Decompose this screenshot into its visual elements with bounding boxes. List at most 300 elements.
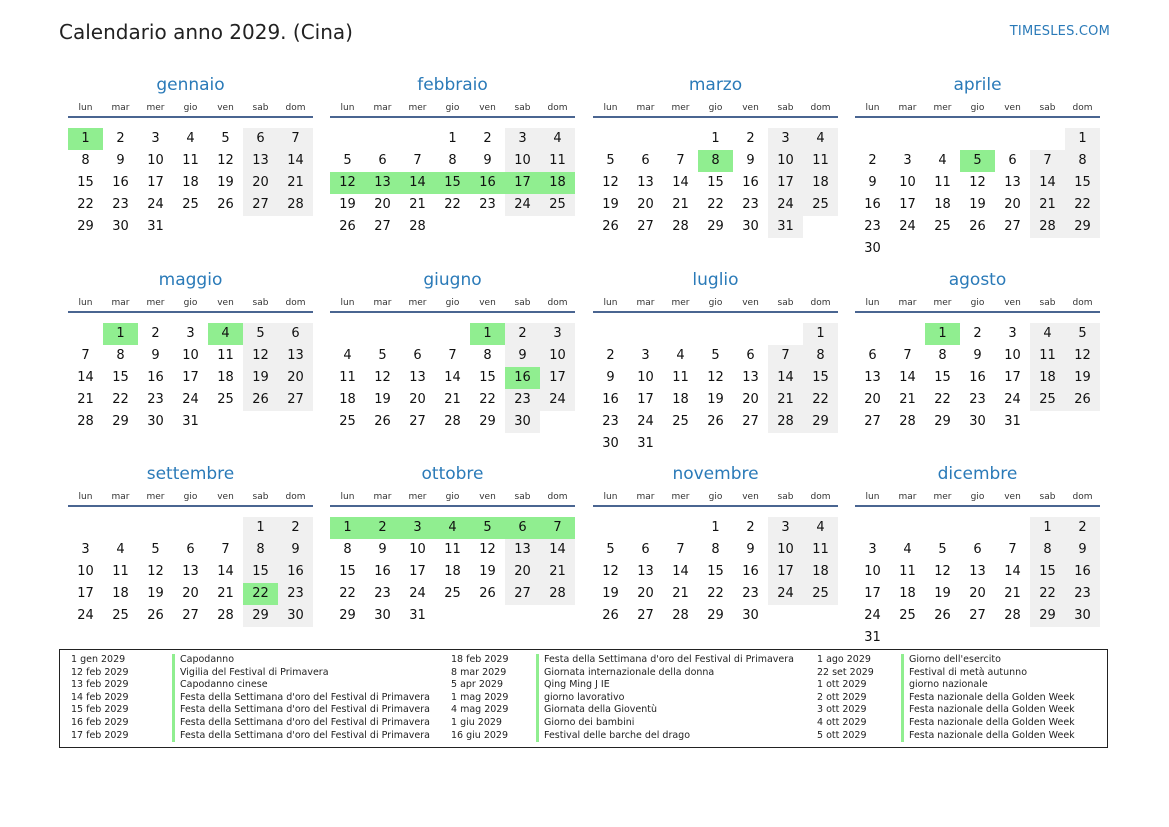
weekday-label: mar	[111, 103, 130, 113]
calendar-day: 16	[112, 175, 129, 190]
calendar-day: 19	[479, 564, 496, 579]
calendar-day: 21	[540, 561, 575, 583]
calendar-day: 17	[864, 586, 881, 601]
calendar-day: 20	[182, 586, 199, 601]
calendar-day: 12	[217, 153, 234, 168]
calendar-day: 15	[1065, 172, 1100, 194]
calendar-day: 4	[676, 348, 685, 363]
calendar-day: 19	[374, 392, 391, 407]
calendar-day: 8	[448, 153, 457, 168]
weekday-label: sab	[777, 492, 794, 502]
calendar-day: 18	[182, 175, 199, 190]
weekday-label: mer	[933, 492, 952, 502]
holiday-day: 17	[505, 172, 540, 194]
calendar-day: 19	[707, 392, 724, 407]
calendar-day: 16	[1065, 561, 1100, 583]
calendar-day: 11	[112, 564, 129, 579]
weekday-header	[593, 298, 838, 308]
calendar-day: 10	[409, 542, 426, 557]
calendar-day: 14	[1030, 172, 1065, 194]
legend-date: 1 ago 2029	[817, 654, 871, 665]
weekday-label: gio	[445, 298, 460, 308]
calendar-day: 30	[147, 414, 164, 429]
calendar-day: 27	[637, 219, 654, 234]
calendar-day: 13	[864, 370, 881, 385]
calendar-day: 26	[479, 586, 496, 601]
calendar-day: 16	[374, 564, 391, 579]
weekday-label: sab	[514, 492, 531, 502]
calendar-day: 16	[742, 175, 759, 190]
calendar-day: 9	[278, 539, 313, 561]
legend-date: 1 mag 2029	[451, 691, 509, 703]
calendar-day: 5	[243, 323, 278, 345]
calendar-day: 31	[864, 630, 881, 645]
calendar-day: 26	[374, 414, 391, 429]
calendar-day: 10	[505, 150, 540, 172]
calendar-day: 2	[973, 326, 982, 341]
legend-holiday-name: Vigilia del Festival di Primavera	[172, 667, 329, 680]
calendar-day: 4	[1030, 323, 1065, 345]
calendar-day: 13	[1004, 175, 1021, 190]
calendar-day: 3	[903, 153, 912, 168]
calendar-day: 29	[1065, 216, 1100, 238]
calendar-day: 15	[112, 370, 129, 385]
calendar-day: 3	[868, 542, 877, 557]
calendar-day: 10	[768, 150, 803, 172]
calendar-day: 18	[672, 392, 689, 407]
weekday-label: dom	[1072, 298, 1093, 308]
calendar-day: 23	[112, 197, 129, 212]
holiday-day: 8	[698, 150, 733, 172]
calendar-day: 20	[1004, 197, 1021, 212]
calendar-day: 6	[278, 323, 313, 345]
weekday-label: lun	[340, 298, 355, 308]
calendar-day: 15	[707, 564, 724, 579]
holiday-day: 14	[400, 172, 435, 194]
calendar-day: 12	[602, 564, 619, 579]
weekday-label: dom	[285, 103, 306, 113]
calendar-day: 25	[899, 608, 916, 623]
month-divider	[593, 505, 838, 507]
calendar-day: 2	[746, 520, 755, 535]
site-link[interactable]: TIMESLES.COM	[1009, 24, 1110, 39]
calendar-day: 18	[803, 172, 838, 194]
calendar-day: 2	[606, 348, 615, 363]
weekday-label: lun	[603, 492, 618, 502]
weekday-label: sab	[252, 492, 269, 502]
calendar-day: 5	[606, 542, 615, 557]
calendar-day: 18	[1030, 367, 1065, 389]
holiday-day: 1	[470, 323, 505, 345]
calendar-day: 9	[483, 153, 492, 168]
calendar-day: 11	[217, 348, 234, 363]
calendar-day: 20	[409, 392, 426, 407]
calendar-day: 28	[278, 194, 313, 216]
calendar-day: 16	[147, 370, 164, 385]
calendar-day: 23	[278, 583, 313, 605]
calendar-day: 11	[934, 175, 951, 190]
calendar-day: 14	[278, 150, 313, 172]
calendar-day: 15	[1030, 561, 1065, 583]
calendar-day: 27	[278, 389, 313, 411]
calendar-day: 3	[81, 542, 90, 557]
calendar-day: 15	[243, 561, 278, 583]
calendar-day: 17	[768, 172, 803, 194]
holiday-day: 4	[208, 323, 243, 345]
calendar-day: 19	[1065, 367, 1100, 389]
weekday-label: dom	[547, 492, 568, 502]
calendar-day: 8	[711, 542, 720, 557]
calendar-day: 6	[641, 542, 650, 557]
calendar-day: 21	[217, 586, 234, 601]
calendar-day: 14	[77, 370, 94, 385]
calendar-day: 6	[186, 542, 195, 557]
calendar-day: 29	[112, 414, 129, 429]
calendar-day: 24	[768, 194, 803, 216]
calendar-day: 11	[672, 370, 689, 385]
calendar-day: 25	[540, 194, 575, 216]
calendar-day: 22	[1065, 194, 1100, 216]
calendar-day: 26	[969, 219, 986, 234]
calendar-day: 23	[147, 392, 164, 407]
calendar-day: 4	[803, 517, 838, 539]
calendar-day: 31	[409, 608, 426, 623]
calendar-day: 15	[339, 564, 356, 579]
calendar-day: 1	[1030, 517, 1065, 539]
weekday-header	[68, 298, 313, 308]
calendar-day: 29	[1030, 605, 1065, 627]
calendar-day: 14	[1004, 564, 1021, 579]
weekday-header	[330, 492, 575, 502]
calendar-day: 24	[505, 194, 540, 216]
legend-holiday-name: Festa nazionale della Golden Week	[901, 704, 1075, 717]
weekday-label: lun	[78, 492, 93, 502]
calendar-day: 2	[1065, 517, 1100, 539]
legend-holiday-name: Festa della Settimana d'oro del Festival di Primavera	[172, 704, 430, 717]
calendar-day: 28	[1004, 608, 1021, 623]
calendar-day: 19	[934, 586, 951, 601]
weekday-label: lun	[865, 103, 880, 113]
calendar-day: 2	[116, 131, 125, 146]
calendar-day: 13	[505, 539, 540, 561]
weekday-label: sab	[514, 298, 531, 308]
weekday-label: sab	[777, 103, 794, 113]
month-divider	[855, 311, 1100, 313]
calendar-day: 7	[81, 348, 90, 363]
weekday-label: dom	[547, 298, 568, 308]
weekday-label: mar	[111, 492, 130, 502]
calendar-day: 21	[899, 392, 916, 407]
calendar-day: 7	[221, 542, 230, 557]
holiday-day: 16	[470, 172, 505, 194]
weekday-header	[330, 298, 575, 308]
calendar-day: 16	[602, 392, 619, 407]
calendar-day: 3	[505, 128, 540, 150]
weekday-label: ven	[479, 492, 496, 502]
calendar-day: 20	[505, 561, 540, 583]
calendar-day: 26	[147, 608, 164, 623]
calendar-day: 13	[637, 564, 654, 579]
calendar-day: 30	[969, 414, 986, 429]
calendar-day: 19	[217, 175, 234, 190]
month-divider	[330, 311, 575, 313]
calendar-day: 1	[1065, 128, 1100, 150]
calendar-day: 16	[864, 197, 881, 212]
legend-holiday-name: Festa nazionale della Golden Week	[901, 730, 1075, 743]
legend-date: 2 ott 2029	[817, 691, 867, 703]
legend-date: 13 feb 2029	[71, 679, 129, 691]
weekday-label: dom	[810, 103, 831, 113]
month-name: maggio	[158, 270, 223, 290]
legend-date: 17 feb 2029	[71, 729, 129, 741]
calendar-day: 21	[278, 172, 313, 194]
calendar-day: 10	[182, 348, 199, 363]
holiday-day: 1	[103, 323, 138, 345]
calendar-day: 20	[374, 197, 391, 212]
calendar-day: 30	[505, 411, 540, 433]
calendar-day: 5	[151, 542, 160, 557]
calendar-day: 27	[409, 414, 426, 429]
legend-date: 1 gen 2029	[71, 654, 126, 665]
calendar-day: 18	[934, 197, 951, 212]
calendar-day: 19	[147, 586, 164, 601]
calendar-day: 31	[768, 216, 803, 238]
calendar-day: 25	[112, 608, 129, 623]
weekday-header	[855, 298, 1100, 308]
weekday-label: gio	[708, 103, 723, 113]
weekday-label: mer	[933, 298, 952, 308]
weekday-label: mar	[898, 103, 917, 113]
calendar-day: 17	[1004, 370, 1021, 385]
calendar-day: 24	[637, 414, 654, 429]
calendar-day: 28	[444, 414, 461, 429]
calendar-day: 7	[1030, 150, 1065, 172]
calendar-day: 30	[278, 605, 313, 627]
calendar-day: 11	[182, 153, 199, 168]
calendar-day: 29	[339, 608, 356, 623]
legend-date: 3 ott 2029	[817, 704, 867, 716]
calendar-day: 14	[899, 370, 916, 385]
calendar-day: 22	[707, 586, 724, 601]
calendar-day: 22	[77, 197, 94, 212]
weekday-label: dom	[810, 298, 831, 308]
month-divider	[68, 311, 313, 313]
calendar-day: 13	[409, 370, 426, 385]
weekday-label: gio	[970, 103, 985, 113]
calendar-day: 20	[637, 586, 654, 601]
legend-holiday-name: Festival di metà autunno	[901, 667, 1027, 680]
weekday-label: ven	[1004, 492, 1021, 502]
calendar-day: 2	[151, 326, 160, 341]
calendar-day: 23	[602, 414, 619, 429]
calendar-day: 18	[112, 586, 129, 601]
weekday-label: gio	[445, 492, 460, 502]
calendar-day: 5	[938, 542, 947, 557]
legend-date: 1 giu 2029	[451, 716, 502, 728]
weekday-label: lun	[78, 103, 93, 113]
calendar-day: 26	[602, 608, 619, 623]
calendar-day: 24	[409, 586, 426, 601]
weekday-label: ven	[217, 103, 234, 113]
calendar-day: 6	[973, 542, 982, 557]
calendar-day: 24	[182, 392, 199, 407]
calendar-day: 22	[934, 392, 951, 407]
holiday-day: 7	[540, 517, 575, 539]
weekday-label: sab	[777, 298, 794, 308]
weekday-label: sab	[1039, 492, 1056, 502]
calendar-day: 30	[864, 241, 881, 256]
weekday-label: ven	[742, 492, 759, 502]
calendar-day: 12	[243, 345, 278, 367]
month-name: settembre	[146, 464, 235, 484]
month-name: luglio	[692, 270, 739, 290]
weekday-label: mer	[671, 492, 690, 502]
calendar-day: 21	[1004, 586, 1021, 601]
calendar-day: 30	[374, 608, 391, 623]
weekday-header	[68, 492, 313, 502]
calendar-day: 30	[1065, 605, 1100, 627]
calendar-day: 2	[746, 131, 755, 146]
month-name: agosto	[948, 270, 1007, 290]
calendar-day: 23	[864, 219, 881, 234]
legend-date: 12 feb 2029	[71, 666, 129, 678]
weekday-header	[855, 103, 1100, 113]
calendar-day: 9	[746, 542, 755, 557]
calendar-day: 31	[637, 436, 654, 451]
calendar-day: 9	[1065, 539, 1100, 561]
calendar-day: 26	[934, 608, 951, 623]
weekday-label: mer	[408, 298, 427, 308]
weekday-label: mer	[146, 492, 165, 502]
calendar-day: 13	[969, 564, 986, 579]
calendar-day: 16	[969, 370, 986, 385]
calendar-day: 26	[243, 389, 278, 411]
weekday-label: mar	[636, 298, 655, 308]
month-divider	[855, 116, 1100, 118]
calendar-day: 24	[899, 219, 916, 234]
legend-holiday-name: Festa nazionale della Golden Week	[901, 717, 1075, 730]
calendar-day: 23	[969, 392, 986, 407]
holiday-day: 16	[505, 367, 540, 389]
calendar-day: 21	[77, 392, 94, 407]
weekday-header	[68, 103, 313, 113]
legend-date: 5 apr 2029	[451, 679, 504, 691]
legend-date: 16 feb 2029	[71, 716, 129, 728]
calendar-day: 22	[112, 392, 129, 407]
calendar-day: 29	[707, 608, 724, 623]
weekday-header	[593, 103, 838, 113]
calendar-day: 5	[221, 131, 230, 146]
calendar-day: 29	[934, 414, 951, 429]
calendar-day: 10	[77, 564, 94, 579]
calendar-day: 18	[899, 586, 916, 601]
calendar-day: 12	[602, 175, 619, 190]
month-name: dicembre	[937, 464, 1018, 484]
calendar-day: 30	[602, 436, 619, 451]
month-divider	[593, 116, 838, 118]
weekday-label: gio	[183, 492, 198, 502]
legend-holiday-name: Giornata internazionale della donna	[536, 667, 714, 680]
calendar-day: 31	[147, 219, 164, 234]
weekday-label: mar	[373, 103, 392, 113]
calendar-day: 14	[217, 564, 234, 579]
legend-holiday-name: Festa della Settimana d'oro del Festival di Primavera	[172, 717, 430, 730]
calendar-day: 12	[707, 370, 724, 385]
calendar-day: 27	[505, 583, 540, 605]
calendar-day: 9	[746, 153, 755, 168]
legend-date: 18 feb 2029	[451, 654, 509, 665]
calendar-day: 6	[746, 348, 755, 363]
calendar-day: 11	[899, 564, 916, 579]
calendar-day: 4	[116, 542, 125, 557]
weekday-header	[593, 492, 838, 502]
calendar-day: 29	[243, 605, 278, 627]
calendar-day: 9	[378, 542, 387, 557]
weekday-label: mer	[933, 103, 952, 113]
calendar-day: 20	[864, 392, 881, 407]
holiday-day: 4	[435, 517, 470, 539]
calendar-day: 13	[243, 150, 278, 172]
calendar-day: 22	[803, 389, 838, 411]
calendar-day: 26	[1065, 389, 1100, 411]
calendar-day: 13	[742, 370, 759, 385]
calendar-day: 26	[339, 219, 356, 234]
calendar-day: 14	[768, 367, 803, 389]
legend-date: 8 mar 2029	[451, 666, 507, 678]
calendar-day: 24	[768, 583, 803, 605]
weekday-label: lun	[340, 103, 355, 113]
legend-holiday-name: Giornata della Gioventù	[536, 704, 657, 717]
calendar-day: 24	[864, 608, 881, 623]
calendar-day: 28	[768, 411, 803, 433]
calendar-day: 27	[637, 608, 654, 623]
calendar-day: 7	[903, 348, 912, 363]
calendar-day: 7	[676, 542, 685, 557]
legend-holiday-name: Festa della Settimana d'oro del Festival di Primavera	[536, 654, 794, 667]
calendar-day: 18	[217, 370, 234, 385]
calendar-day: 10	[768, 539, 803, 561]
calendar-day: 9	[151, 348, 160, 363]
month-name: ottobre	[421, 464, 484, 484]
legend-holiday-name: giorno nazionale	[901, 679, 988, 692]
calendar-day: 1	[448, 131, 457, 146]
calendar-day: 17	[899, 197, 916, 212]
month-name: marzo	[688, 75, 743, 95]
calendar-day: 18	[339, 392, 356, 407]
calendar-day: 27	[742, 414, 759, 429]
holiday-day: 12	[330, 172, 365, 194]
weekday-label: lun	[603, 298, 618, 308]
calendar-day: 13	[182, 564, 199, 579]
calendar-day: 10	[1004, 348, 1021, 363]
calendar-day: 19	[243, 367, 278, 389]
weekday-label: mer	[671, 103, 690, 113]
calendar-day: 4	[938, 153, 947, 168]
calendar-day: 27	[969, 608, 986, 623]
weekday-label: dom	[810, 492, 831, 502]
legend-holiday-name: Capodanno	[172, 654, 234, 667]
calendar-day: 4	[540, 128, 575, 150]
calendar-day: 24	[1004, 392, 1021, 407]
calendar-day: 19	[339, 197, 356, 212]
calendar-day: 10	[637, 370, 654, 385]
legend-date: 16 giu 2029	[451, 729, 508, 741]
weekday-label: ven	[742, 298, 759, 308]
calendar-day: 24	[147, 197, 164, 212]
calendar-day: 11	[1030, 345, 1065, 367]
weekday-label: sab	[1039, 298, 1056, 308]
calendar-day: 2	[278, 517, 313, 539]
